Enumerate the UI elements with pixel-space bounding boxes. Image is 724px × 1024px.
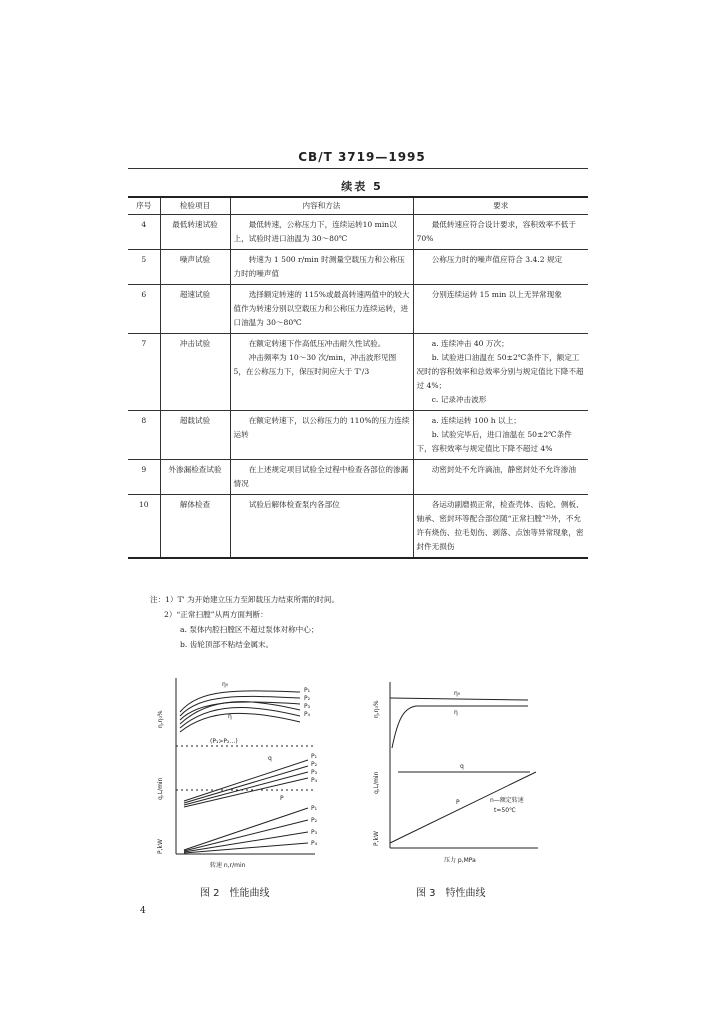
requirement-text: 各运动副磨损正常，检查壳体、齿轮、侧板、轴承、密封环等配合部位随“正常扫膛”²⁾外，不允许有烧伤、拉毛划伤、剥落、点蚀等异常现象，密封件无损伤: [416, 500, 584, 551]
test-item: 超速试验: [160, 285, 230, 334]
test-content: [230, 411, 413, 460]
table-header-row: [128, 197, 588, 215]
table-title: 续表 5: [341, 180, 383, 193]
series-label: P₄: [311, 777, 318, 784]
column-header-no: 序号: [128, 197, 160, 215]
test-requirement: [413, 215, 588, 250]
test-item: 最低转速试验: [160, 215, 230, 250]
test-content: [230, 460, 413, 495]
test-requirement: [413, 285, 588, 334]
table-row: [128, 411, 588, 460]
requirement-text: a. 连续冲击 40 万次；: [431, 339, 509, 348]
curve-label-q: q: [268, 755, 272, 762]
row-number: 5: [128, 250, 160, 285]
inner-note: (P₁>P₂…): [210, 738, 238, 745]
page-number: 4: [140, 906, 146, 916]
p-line: [184, 843, 308, 853]
test-content: [230, 285, 413, 334]
x-axis-label: 压力 p,MPa: [444, 857, 476, 864]
test-content: [230, 334, 413, 411]
y-axis-label-top: η,η₀%: [157, 710, 164, 728]
test-item: 冲击试验: [160, 334, 230, 411]
curve-label-eta: η: [228, 713, 232, 720]
content-text: 选择额定转速的 115%或最高转速两值中的较大值作为转速分别以空载压力和公称压力连续运转，进口油温为 30～80℃: [233, 290, 410, 327]
column-header-content: 内容和方法: [230, 197, 413, 215]
row-number: 7: [128, 334, 160, 411]
series-label: P₃: [304, 703, 311, 710]
requirement-text: b. 试验进口油温在 50±2℃条件下，额定工况时的容积效率和总效率分别与规定值比下降不超过 4%；: [416, 353, 584, 390]
curve-label-eta0: η₀: [454, 690, 461, 697]
curve-label-eta0: η₀: [222, 681, 229, 688]
requirement-text: 公称压力时的噪声值应符合 3.4.2 规定: [431, 255, 563, 264]
table-notes: [150, 592, 339, 652]
series-label: P₃: [311, 769, 318, 776]
q-line: [184, 778, 308, 807]
header-rule: [128, 168, 588, 169]
content-text: 在上述规定项目试验全过程中检查各部位的渗漏情况: [233, 465, 409, 488]
y-axis-label-mid: q,L/min: [373, 771, 380, 794]
table-row: [128, 285, 588, 334]
q-line: [184, 772, 308, 805]
spec-table: [128, 196, 588, 559]
y-axis-label-mid: q,L/min: [157, 777, 164, 800]
content-text: 转速为 1 500 r/min 时测量空载压力和公称压力时的噪声值: [233, 255, 405, 278]
content-text: 在额定转速下作高低压冲击耐久性试验。: [248, 339, 386, 348]
series-label: P₂: [311, 761, 318, 768]
q-line: [184, 766, 308, 803]
table-row: [128, 215, 588, 250]
table-row: [128, 250, 588, 285]
curve-label-eta: η: [454, 709, 458, 716]
series-label: P₁: [311, 805, 318, 812]
row-number: 9: [128, 460, 160, 495]
series-label: P₄: [311, 840, 318, 847]
note-2b: b. 齿轮顶部不粘结金属末。: [180, 640, 274, 649]
p-line: [184, 808, 308, 850]
column-header-requirements: 要求: [413, 197, 588, 215]
requirement-text: b. 试验完毕后，进口油温在 50±2℃条件下，容积效率与规定值比下降不超过 4%: [416, 430, 572, 453]
series-label: P₂: [304, 695, 311, 702]
test-requirement: [413, 460, 588, 495]
eta0-line: [390, 698, 528, 700]
series-label: P₄: [304, 711, 311, 718]
test-content: [230, 215, 413, 250]
note-2: 2）“正常扫膛”从两方面判断：: [164, 610, 268, 619]
curve-label-p: P: [456, 799, 460, 806]
requirement-text: 分别连续运转 15 min 以上无异常现象: [431, 290, 562, 299]
content-text: 冲击频率为 10～30 次/min，冲击波形见图 5，在公称压力下，保压时间应大于 T'/3: [233, 353, 397, 376]
test-requirement: [413, 334, 588, 411]
row-number: 6: [128, 285, 160, 334]
curve-label-q: q: [460, 763, 464, 770]
y-axis-label-bot: P,kW: [373, 831, 380, 846]
row-number: 4: [128, 215, 160, 250]
series-label: P₁: [311, 753, 318, 760]
test-item: 噪声试验: [160, 250, 230, 285]
test-requirement: [413, 411, 588, 460]
figure-2-caption: 图 2 性能曲线: [200, 888, 270, 899]
note-1: 注：1）T' 为开始建立压力至卸载压力结束所需的时间。: [150, 595, 340, 604]
test-content: [230, 495, 413, 559]
series-label: P₃: [311, 829, 318, 836]
test-item: 外渗漏检查试验: [160, 460, 230, 495]
content-text: 最低转速，公称压力下，连续运转10 min以上，试验时进口油温为 30～80℃: [233, 220, 397, 243]
test-requirement: [413, 250, 588, 285]
test-content: [230, 250, 413, 285]
table-row: [128, 460, 588, 495]
curve-label-p: P: [280, 795, 284, 802]
content-text: 在额定转速下，以公称压力的 110%的压力连续运转: [233, 416, 410, 439]
test-item: 超载试验: [160, 411, 230, 460]
y-axis-label-bot: P,kW: [157, 839, 164, 854]
figure-3-caption: 图 3 特性曲线: [416, 888, 486, 899]
test-item: 解体检查: [160, 495, 230, 559]
table-row: [128, 334, 588, 411]
y-axis-label-top: η,η₀%: [373, 700, 380, 718]
row-number: 10: [128, 495, 160, 559]
requirement-text: c. 记录冲击波形: [431, 395, 487, 404]
requirement-text: 动密封处不允许滴油，静密封处不允许渗油: [431, 465, 576, 474]
note-2a: a. 泵体内腔扫膛区不超过泵体对称中心；: [180, 625, 319, 634]
page-header: CB/T 3719—1995: [298, 150, 426, 164]
requirement-text: a. 连续运转 100 h 以上；: [431, 416, 521, 425]
q-line: [184, 760, 308, 801]
eta-curve: [392, 706, 528, 748]
figure-2-performance-curves: [140, 668, 330, 878]
requirement-text: 最低转速应符合设计要求，容积效率不低于 70%: [416, 220, 576, 243]
row-number: 8: [128, 411, 160, 460]
test-requirement: [413, 495, 588, 559]
x-axis-label: 转速 n,r/min: [210, 862, 246, 869]
series-label: P₂: [311, 817, 318, 824]
series-label: P₁: [304, 687, 311, 694]
column-header-item: 检验项目: [160, 197, 230, 215]
test-condition: t=50℃: [494, 807, 516, 814]
content-text: 试验后解体检查泵内各部位: [248, 500, 340, 509]
figure-3-characteristic-curves: [368, 678, 548, 868]
test-condition: n—额定转速: [490, 797, 524, 804]
table-row: [128, 495, 588, 559]
